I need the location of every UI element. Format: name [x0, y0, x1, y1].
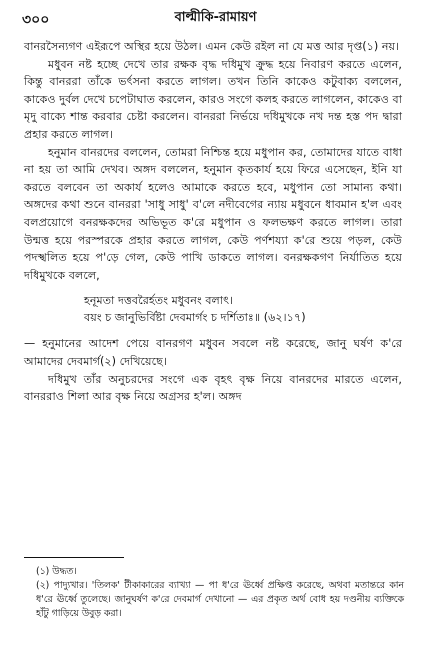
page-header: [22, 8, 409, 30]
paragraph-1: বানরসৈন্যগণ এইরূপে অস্থির হয়ে উঠল। এমন কেউ রইল না যে মত্ত আর দৃপ্ত(১) নয়।: [24, 40, 400, 53]
body-text: [24, 38, 402, 406]
paragraph-2: মধুবন নষ্ট হচ্ছে দেখে তার রক্ষক বৃদ্ধ দধিমুখ ক্রুদ্ধ হয়ে নিবারণ করতে এলেন, কিন্তু বানররা তাঁকে ভর্ৎসনা করতে লাগল। তখন তিনি কাকেও কটুবাক্য বললেন, কাকেও দুর্বল দেখে চপেটাঘাত করলেন, কারও সংগে কলহ করতে লাগলেন, কাকেও বা মৃদু বাক্যে শান্ত করবার চেষ্টা করলেন। বানররা নির্ভয়ে দধিমুখকে নখ দন্ত হস্ত পদ দ্বারা প্রহার করতে লাগল।: [24, 57, 403, 141]
paragraph-5: দধিমুখ তাঁর অনুচরদের সংগে এক বৃহৎ বৃক্ষ নিয়ে বানরদের মারতে এলেন, বানররাও শিলা আর বৃক্ষ নিয়ে অগ্রসর হ'ল। অঙ্গদ: [24, 372, 402, 404]
footnote-2: (২) পাদ্যুখার। 'তিলক' টীকাকারের ব্যাখ্যা — পা ধ'রে ঊর্ধ্বে প্রক্ষিপ্ত করেছে, অথবা মতান্তরে কান ধ'রে ঊর্ধ্বে তুলেছে। জানুঘর্ষণ ক'রে দেবমার্গ দেখানো — এর প্রকৃত অর্থ বোধ হয় দণ্ডনীয় ব্যক্তিকে হাঁটু গাড়িয়ে উবুড় করা।: [36, 580, 404, 619]
running-title: বাল্মীকি-রামায়ণ: [174, 10, 257, 25]
verse-line-2: বয়ং চ জানুভির্বিষ্টা দেবমার্গং চ দর্শিতাঃ॥ (৬২।১৭): [84, 311, 306, 325]
paragraph-3: হনুমান বানরদের বললেন, তোমরা নিশ্চিন্ত হয়ে মধুপান কর, তোমাদের যাতে বাধা না হয় তা আমি দেখব। অঙ্গদ বললেন, হনুমান কৃতকার্য হয়ে ফিরে এসেছেন, ইনি যা করতে বলবেন তা অকার্য হলেও আমাকে করতে হবে, মধুপান তো সামান্য কথা। অঙ্গদের কথা শুনে বানররা 'সাধু সাধু' ব'লে নদীবেগের ন্যায় মধুবনে ধাবমান হ'ল এবং বলপ্রয়োগে বনরক্ষকদের অভিভূত ক'রে মধুপান ও ফলভক্ষণ করতে লাগল। তারা উন্মত্ত হয়ে পরস্পরকে প্রহার করতে লাগল, কেউ পর্ণশয্যা ক'রে শুয়ে পড়ল, কেউ পদস্খলিত হয়ে প'ড়ে গেল, কেউ পাখি ডাকতে লাগল। বনরক্ষকগণ নির্যাতিত হয়ে দধিমুখকে বললে,: [24, 145, 402, 282]
paragraph-4: — হনুমানের আদেশ পেয়ে বানরগণ মধুবন সবলে নষ্ট করেছে, জানু ঘর্ষণ ক'রে আমাদের দেবমার্গ(২) দেখিয়েছে।: [24, 337, 402, 368]
footnote-divider: [24, 557, 124, 558]
verse-line-1: হনূমতা দত্তবরৈর্হতং মধুবনং বলাৎ।: [84, 294, 234, 308]
page-number: ৩০০: [22, 12, 50, 28]
footnotes: [24, 565, 404, 621]
footnote-1: (১) উদ্ধত।: [36, 566, 77, 577]
sanskrit-verse: [84, 292, 402, 326]
